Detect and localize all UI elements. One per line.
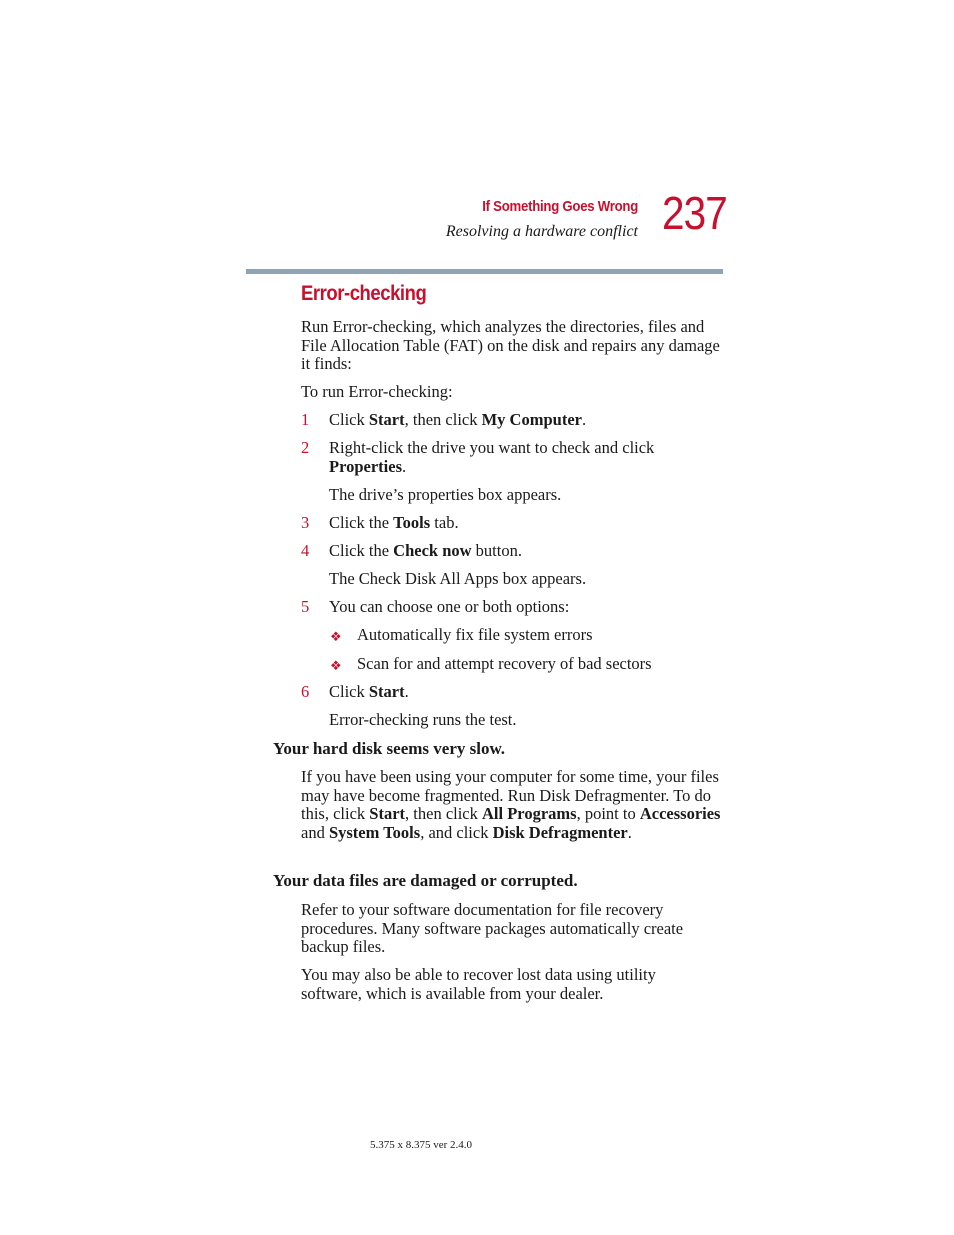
step-number: 2 xyxy=(301,438,310,457)
option-item: Automatically fix file system errors xyxy=(357,625,593,644)
subheading-damaged-files: Your data files are damaged or corrupted. xyxy=(273,871,578,890)
step-number: 4 xyxy=(301,541,310,560)
page-number: 237 xyxy=(662,187,727,239)
step-note: The Check Disk All Apps box appears. xyxy=(329,569,587,588)
running-header-section: Resolving a hardware conflict xyxy=(445,223,638,240)
option-item: Scan for and attempt recovery of bad sectors xyxy=(357,654,652,673)
step-text: You can choose one or both options: xyxy=(329,597,570,616)
damaged-paragraph-2: You may also be able to recover lost data using utility software, which is available from your dealer. xyxy=(301,965,656,1003)
step-text: Click Start, then click My Computer. xyxy=(329,410,587,429)
step-number: 1 xyxy=(301,410,310,429)
header-rule xyxy=(246,269,723,274)
section-title: Error-checking xyxy=(301,282,427,305)
damaged-paragraph-1: Refer to your software documentation for file recovery procedures. Many software packages automatically create backup files. xyxy=(301,900,684,957)
step-number: 3 xyxy=(301,513,310,532)
intro-paragraph: Run Error-checking, which analyzes the directories, files and File Allocation Table (FAT) on the disk and repairs any damage it finds: xyxy=(301,317,720,374)
step-note: The drive’s properties box appears. xyxy=(329,485,562,504)
running-header-chapter: If Something Goes Wrong xyxy=(482,198,638,215)
footer-version: 5.375 x 8.375 ver 2.4.0 xyxy=(370,1139,473,1151)
bullet-icon: ❖ xyxy=(330,629,342,644)
step-note: Error-checking runs the test. xyxy=(329,710,517,729)
step-text: Click Start. xyxy=(329,682,409,701)
lead-paragraph: To run Error-checking: xyxy=(301,382,453,401)
subheading-slow-disk: Your hard disk seems very slow. xyxy=(273,739,506,758)
step-number: 5 xyxy=(301,597,310,616)
step-text: Click the Check now button. xyxy=(329,541,522,560)
slow-disk-paragraph: If you have been using your computer for some time, your files may have become fragmented. Run Disk Defragmenter. To do this, click Start, then click All Programs, point to Accessories and System Tools, and click Disk Defragmenter. xyxy=(301,767,721,842)
bullet-icon: ❖ xyxy=(330,658,342,673)
step-text: Right-click the drive you want to check and click Properties. xyxy=(329,438,655,476)
step-text: Click the Tools tab. xyxy=(329,513,459,532)
step-number: 6 xyxy=(301,682,310,701)
